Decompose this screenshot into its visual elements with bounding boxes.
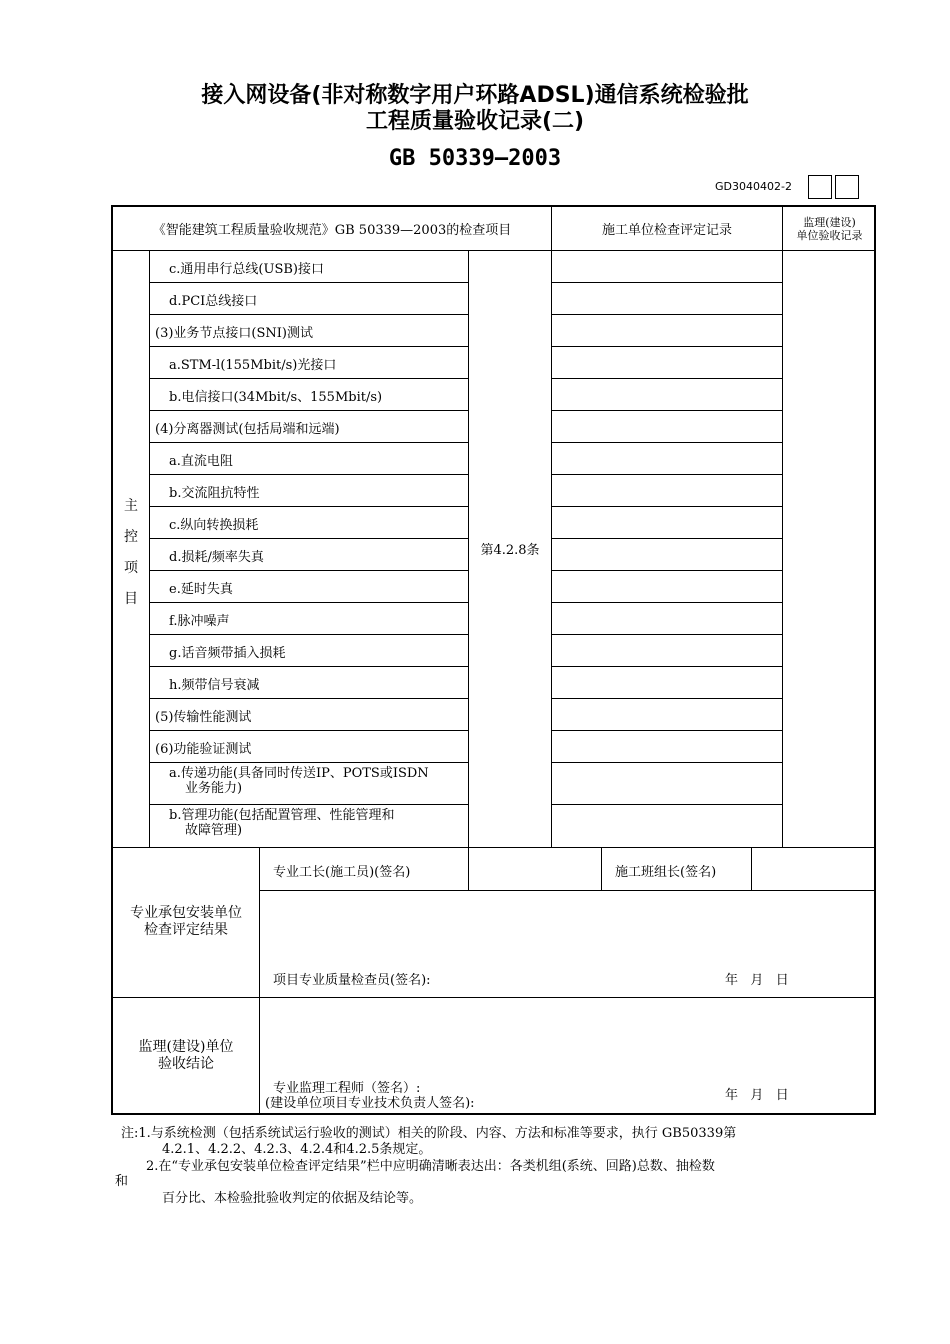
- foreman-signature-field[interactable]: [469, 848, 601, 890]
- check-item: c.纵向转换损耗: [169, 518, 259, 533]
- check-item: (6)功能验证测试: [155, 742, 252, 757]
- contractor-record-cell[interactable]: [552, 475, 782, 506]
- check-item: b.电信接口(34Mbit/s、155Mbit/s): [169, 390, 383, 405]
- form-title-line1: 接入网设备(非对称数字用户环路ADSL)通信系统检验批: [201, 83, 749, 108]
- supervisor-record-cell[interactable]: [783, 251, 876, 847]
- contractor-record-cell[interactable]: [552, 603, 782, 634]
- quality-inspector-signature-label[interactable]: 项目专业质量检查员(签名):: [273, 973, 431, 988]
- note-1-line2: 4.2.1、4.2.2、4.2.3、4.2.4和4.2.5条规定。: [162, 1142, 432, 1157]
- contractor-record-cell[interactable]: [552, 347, 782, 378]
- note-2-line1: 2.在“专业承包安装单位检查评定结果”栏中应明确清晰表达出：各类机组(系统、回路)总数、抽检数: [146, 1159, 715, 1174]
- note-1-line1: 注:1.与系统检测（包括系统试运行验收的测试）相关的阶段、内容、方法和标准等要求，执行 GB50339第: [121, 1126, 737, 1141]
- check-item: (3)业务节点接口(SNI)测试: [155, 326, 313, 341]
- check-item-line2: 业务能力): [185, 781, 243, 796]
- check-item: g.话音频带插入损耗: [169, 646, 286, 661]
- foreman-signature-label: 专业工长(施工员)(签名): [273, 865, 411, 880]
- check-item: [169, 766, 429, 796]
- contractor-record-cell[interactable]: [552, 699, 782, 730]
- check-item: d.损耗/频率失真: [169, 550, 264, 565]
- standard-code: GB 50339—2003: [388, 146, 562, 171]
- check-item: [169, 808, 395, 838]
- check-item: (4)分离器测试(包括局端和远端): [155, 422, 340, 437]
- contractor-record-cell[interactable]: [552, 635, 782, 666]
- supervisor-date: 年 月 日: [725, 1088, 789, 1103]
- check-item: (5)传输性能测试: [155, 710, 252, 725]
- team-leader-signature-label: 施工班组长(签名): [615, 865, 717, 880]
- header-check-items: 《智能建筑工程质量验收规范》GB 50339—2003的检查项目: [152, 223, 512, 238]
- team-leader-signature-field[interactable]: [752, 848, 876, 890]
- check-item: h.频带信号衰减: [169, 678, 260, 693]
- note-2-line2: 百分比、本检验批验收判定的依据及结论等。: [162, 1191, 423, 1206]
- header-supervisor-record: 监理(建设) 单位验收记录: [796, 215, 863, 242]
- note-2-and: 和: [115, 1174, 129, 1189]
- contractor-record-cell[interactable]: [552, 763, 782, 804]
- check-item: a.直流电阻: [169, 454, 233, 469]
- check-item-line1: a.传递功能(具备同时传送IP、POTS或ISDN: [169, 766, 429, 781]
- contractor-record-cell[interactable]: [552, 283, 782, 314]
- form-code: GD3040402-2: [715, 180, 792, 193]
- check-item: b.交流阻抗特性: [169, 486, 260, 501]
- supervisor-section-label: 监理(建设)单位 验收结论: [138, 1039, 234, 1072]
- contractor-record-cell[interactable]: [552, 805, 782, 846]
- contractor-record-cell[interactable]: [552, 539, 782, 570]
- owner-representative-signature-label[interactable]: (建设单位项目专业技术负责人签名):: [265, 1096, 475, 1111]
- form-title-line2: 工程质量验收记录(二): [365, 109, 585, 134]
- contractor-record-cell[interactable]: [552, 379, 782, 410]
- clause-reference: 第4.2.8条: [480, 543, 540, 558]
- contractor-record-cell[interactable]: [552, 315, 782, 346]
- serial-box-2[interactable]: [835, 175, 859, 199]
- inspection-table: [111, 205, 876, 1115]
- contractor-record-cell[interactable]: [552, 571, 782, 602]
- check-item: d.PCI总线接口: [169, 294, 258, 309]
- check-item: e.延时失真: [169, 582, 233, 597]
- contractor-record-cell[interactable]: [552, 251, 782, 282]
- header-contractor-record: 施工单位检查评定记录: [601, 223, 732, 238]
- check-item-line2: 故障管理): [185, 823, 243, 838]
- check-item: c.通用串行总线(USB)接口: [169, 262, 324, 277]
- contractor-record-cell[interactable]: [552, 507, 782, 538]
- contractor-record-cell[interactable]: [552, 443, 782, 474]
- check-item-line1: b.管理功能(包括配置管理、性能管理和: [169, 808, 395, 823]
- category-main-control: 主 控 项 目: [124, 498, 138, 607]
- serial-box-1[interactable]: [808, 175, 832, 199]
- contractor-date: 年 月 日: [725, 973, 789, 988]
- contractor-record-cell[interactable]: [552, 667, 782, 698]
- supervising-engineer-signature-label[interactable]: 专业监理工程师（签名）:: [273, 1081, 421, 1096]
- contractor-section-label: 专业承包安装单位 检查评定结果: [130, 905, 242, 938]
- check-item: a.STM-l(155Mbit/s)光接口: [169, 358, 337, 373]
- contractor-record-cell[interactable]: [552, 731, 782, 762]
- contractor-record-cell[interactable]: [552, 411, 782, 442]
- check-item: f.脉冲噪声: [169, 614, 230, 629]
